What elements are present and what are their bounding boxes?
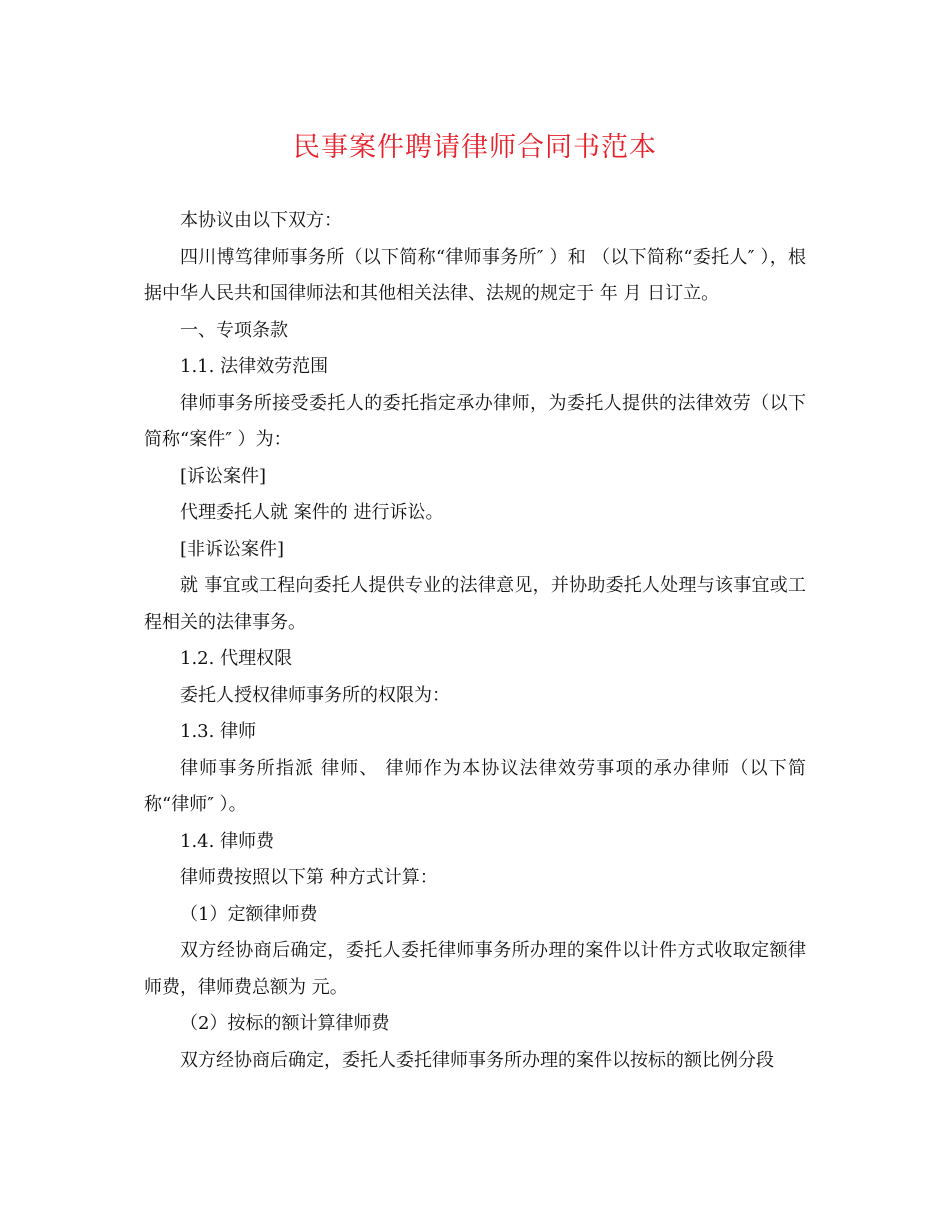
paragraph-lawyers: 律师事务所指派 律师、 律师作为本协议法律效劳事项的承办律师（以下简称“律师″ ）。: [144, 757, 806, 815]
document-body: [144, 203, 806, 1079]
paragraph-parties-intro: 本协议由以下双方：: [180, 210, 342, 231]
paragraph-service-scope: 律师事务所接受委托人的委托指定承办律师，为委托人提供的法律效劳（以下简称“案件″ ）为：: [144, 392, 806, 450]
clause-heading-1-2: 1.2. 代理权限: [180, 648, 293, 669]
clause-heading-1-1: 1.1. 法律效劳范围: [180, 356, 329, 377]
paragraph-parties: 四川博笃律师事务所（以下简称“律师事务所″ ）和 （以下简称“委托人″ ），根据中华人民共和国律师法和其他相关法律、法规的规定于 年 月 日订立。: [144, 246, 806, 304]
subheading-non-litigation: [非诉讼案件]: [180, 538, 285, 560]
paragraph-non-litigation: 就 事宜或工程向委托人提供专业的法律意见，并协助委托人处理与该事宜或工程相关的法律事务。: [144, 575, 806, 633]
clause-heading-1-4: 1.4. 律师费: [180, 830, 275, 852]
paragraph-fee-method: 律师费按照以下第 种方式计算：: [180, 867, 438, 888]
paragraph-fixed-fee: 双方经协商后确定，委托人委托律师事务所办理的案件以计件方式收取定额律师费，律师费总额为 元。: [144, 940, 806, 998]
section-heading-special-terms: 一、专项条款: [180, 319, 288, 341]
subheading-amount-based-fee: （2）按标的额计算律师费: [180, 1013, 390, 1034]
subheading-litigation: [诉讼案件]: [180, 465, 267, 487]
paragraph-amount-based-fee: 双方经协商后确定，委托人委托律师事务所办理的案件以按标的额比例分段: [180, 1049, 774, 1071]
clause-heading-1-3: 1.3. 律师: [180, 721, 257, 742]
document-title: 民事案件聘请律师合同书范本: [293, 132, 657, 163]
paragraph-authority: 委托人授权律师事务所的权限为：: [180, 684, 450, 706]
subheading-fixed-fee: （1）定额律师费: [180, 903, 318, 925]
paragraph-litigation: 代理委托人就 案件的 进行诉讼。: [180, 502, 444, 523]
